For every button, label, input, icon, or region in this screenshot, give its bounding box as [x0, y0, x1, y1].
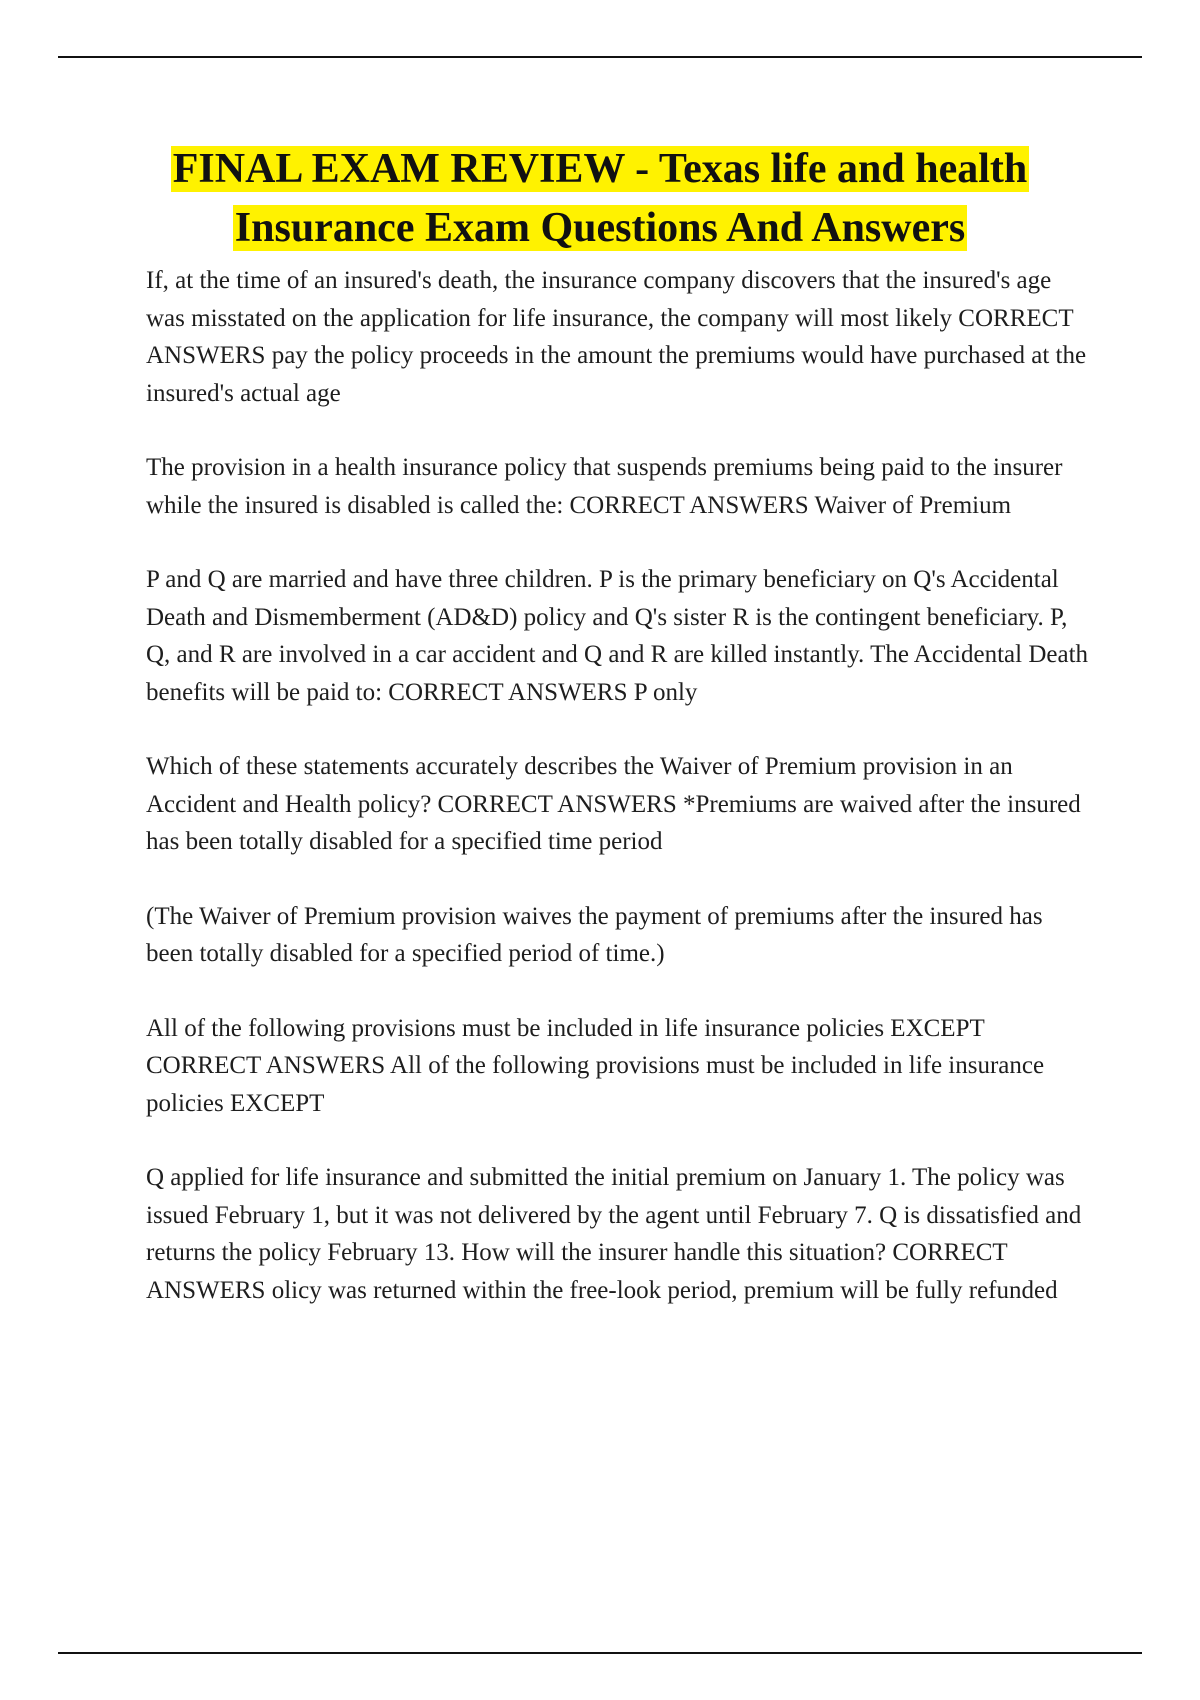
bottom-rule — [58, 1652, 1142, 1654]
qa-paragraph-4: Which of these statements accurately describes the Waiver of Premium provision in an Accident and Health policy? CORRECT ANSWERS *Premiums are waived after the insured has been totally disabled for a specified time period — [146, 753, 1081, 855]
qa-paragraph-6: All of the following provisions must be included in life insurance policies EXCEPT CORRECT ANSWERS All of the following provisions must be included in life insurance policies EXCEPT — [146, 1014, 1045, 1117]
qa-paragraph-1: If, at the time of an insured's death, the insurance company discovers that the insured's age was misstated on the application for life insurance, the company will most likely CORRECT ANSWERS pay the policy proceeds in the amount the premiums would have purchased at the insured's actual age — [146, 267, 1087, 407]
document-title — [100, 140, 1100, 258]
qa-paragraph-3: P and Q are married and have three children. P is the primary beneficiary on Q's Accidental Death and Dismemberment (AD&D) policy and Q's sister R is the contingent beneficiary. P, Q, and R are involved in a car accident and Q and R are killed instantly. The Accidental Death benefits will be paid to: CORRECT ANSWERS P only — [146, 566, 1089, 706]
qa-list — [146, 262, 1096, 1346]
qa-paragraph-7: Q applied for life insurance and submitted the initial premium on January 1. The policy was issued February 1, but it was not delivered by the agent until February 7. Q is dissatisfied and returns the policy February 13. How will the insurer handle this situation? CORRECT ANSWERS olicy was returned within the free-look period, premium will be fully refunded — [146, 1164, 1082, 1304]
qa-paragraph-5: (The Waiver of Premium provision waives the payment of premiums after the insured has been totally disabled for a specified period of time.) — [146, 902, 1043, 967]
document-page — [0, 140, 1200, 1304]
title-line-1: FINAL EXAM REVIEW - Texas life and health — [172, 146, 1028, 192]
title-line-2: Insurance Exam Questions And Answers — [234, 205, 966, 251]
qa-paragraph-2: The provision in a health insurance policy that suspends premiums being paid to the insurer while the insured is disabled is called the: CORRECT ANSWERS Waiver of Premium — [146, 454, 1063, 519]
top-rule — [58, 56, 1142, 58]
